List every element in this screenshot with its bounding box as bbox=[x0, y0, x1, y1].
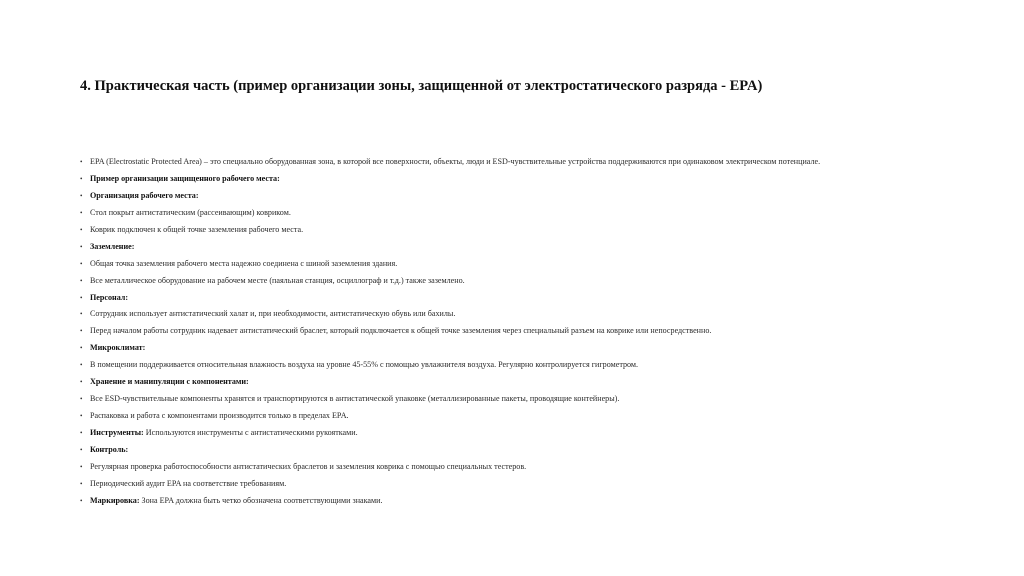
bullet-item: • Контроль: bbox=[80, 442, 980, 459]
bullet-item: • Микроклимат: bbox=[80, 340, 980, 357]
bullet-dot-icon: • bbox=[80, 259, 83, 268]
bullet-item: • Пример организации защищенного рабочего места: bbox=[80, 171, 980, 188]
bullet-dot-icon: • bbox=[80, 208, 83, 217]
bullet-dot-icon: • bbox=[80, 412, 83, 421]
bullet-item: • Хранение и манипуляции с компонентами: bbox=[80, 374, 980, 391]
bullet-item: • Сотрудник использует антистатический халат и, при необходимости, антистатическую обувь или бахилы. bbox=[80, 306, 980, 323]
bullet-dot-icon: • bbox=[80, 191, 83, 200]
bullet-dot-icon: • bbox=[80, 395, 83, 404]
bullet-dot-icon: • bbox=[80, 242, 83, 251]
bullet-dot-icon: • bbox=[80, 293, 83, 302]
bullet-dot-icon: • bbox=[80, 344, 83, 353]
bullet-item: • Перед началом работы сотрудник надевает антистатический браслет, который подключается к общей точке заземления через специальный разъем на коврике или непосредственно. bbox=[80, 323, 980, 340]
bullet-dot-icon: • bbox=[80, 158, 83, 166]
bullet-item: • Все металлическое оборудование на рабочем месте (паяльная станция, осциллограф и т.д.) также заземлено. bbox=[80, 273, 980, 290]
bullet-dot-icon: • bbox=[80, 496, 83, 505]
bullet-item: • Периодический аудит EPA на соответствие требованиям. bbox=[80, 476, 980, 493]
bullet-item: • Стол покрыт антистатическим (рассеивающим) ковриком. bbox=[80, 205, 980, 222]
bullet-dot-icon: • bbox=[80, 445, 83, 454]
bullet-dot-icon: • bbox=[80, 310, 83, 319]
bullet-item: • Распаковка и работа с компонентами производится только в пределах EPA. bbox=[80, 408, 980, 425]
bullet-item: • Коврик подключен к общей точке заземления рабочего места. bbox=[80, 222, 980, 239]
bullet-dot-icon: • bbox=[80, 276, 83, 285]
bullet-dot-icon: • bbox=[80, 225, 83, 234]
bullet-dot-icon: • bbox=[80, 327, 83, 336]
bullet-item: • Инструменты: Используются инструменты с антистатическими рукоятками. bbox=[80, 425, 980, 442]
bullet-dot-icon: • bbox=[80, 479, 83, 488]
bullet-item: • Все ESD-чувствительные компоненты хранятся и транспортируются в антистатической упаковке (металлизированные пакеты, проводящие контейнеры). bbox=[80, 391, 980, 408]
bullet-item: • Общая точка заземления рабочего места надежно соединена с шиной заземления здания. bbox=[80, 256, 980, 273]
bullet-dot-icon: • bbox=[80, 378, 83, 387]
bullet-dot-icon: • bbox=[80, 429, 83, 437]
bullet-dot-icon: • bbox=[80, 361, 83, 370]
bullet-item: • Организация рабочего места: bbox=[80, 188, 980, 205]
bullet-item: • В помещении поддерживается относительная влажность воздуха на уровне 45-55% с помощью увлажнителя воздуха. Регулярно контролируется гигрометром. bbox=[80, 357, 980, 374]
bullet-dot-icon: • bbox=[80, 174, 83, 183]
slide-title: 4. Практическая часть (пример организации зоны, защищенной от электростатического разряда - EPA) bbox=[80, 78, 763, 94]
bullet-item: • EPA (Electrostatic Protected Area) – это специально оборудованная зона, в которой все поверхности, объекты, люди и ESD-чувствительные устройства поддерживаются при одинаковом электрическом потенциале. bbox=[80, 154, 980, 171]
bullet-list bbox=[80, 154, 980, 510]
bullet-item: • Персонал: bbox=[80, 290, 980, 307]
bullet-item: • Регулярная проверка работоспособности антистатических браслетов и заземления коврика с помощью специальных тестеров. bbox=[80, 459, 980, 476]
bullet-item: • Маркировка: Зона EPA должна быть четко обозначена соответствующими знаками. bbox=[80, 493, 980, 510]
bullet-item: • Заземление: bbox=[80, 239, 980, 256]
bullet-dot-icon: • bbox=[80, 462, 83, 471]
